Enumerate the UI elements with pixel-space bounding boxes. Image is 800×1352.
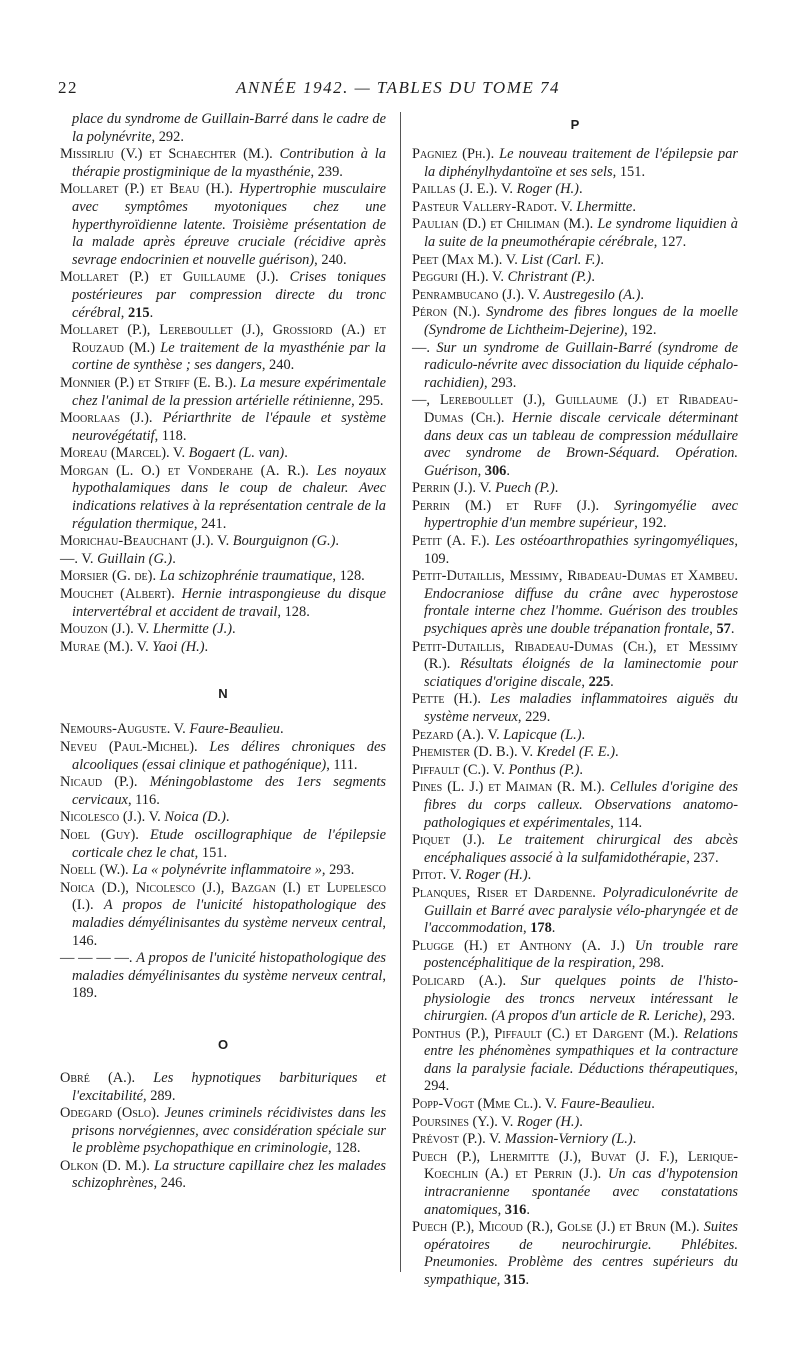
entry-author: Paulian (D.) et Chiliman (M.).	[412, 216, 594, 233]
entry-title: Le syndrome liquidien à la suite de la pneumothérapie cérébrale	[424, 216, 738, 250]
entry-page: 192	[631, 321, 653, 338]
entry-title: place du syndrome de Guillain-Barré dans le cadre de la polynévrite	[72, 111, 386, 145]
entry-separator: V.	[133, 621, 153, 638]
entry-author: Popp-Vogt (Mme Cl.).	[412, 1096, 542, 1113]
index-entry: Olkon (D. M.). La structure capillaire chez les malades schizophrènes, 246.	[60, 1157, 386, 1192]
index-entry: Popp-Vogt (Mme Cl.). V. Faure-Beaulieu.	[412, 1096, 655, 1113]
entry-title: Faure-Beaulieu	[189, 721, 280, 738]
index-entry: Mouzon (J.). V. Lhermitte (J.).	[60, 621, 236, 638]
entry-title: Etude oscillographique de l'épilepsie corticale chez le chat	[72, 826, 386, 861]
entry-author: Prévost (P.).	[412, 1131, 486, 1148]
entry-title: Les noyaux hypothalamiques dans le coup de chaleur. Avec indications relatives à la représentation centrale de la régulation thermique	[72, 462, 386, 532]
entry-page: 316	[504, 1201, 527, 1218]
entry-title: Endocraniose diffuse du crâne avec hyperostose frontale interne chez l'homme. Guérison des troubles psychiques après une double trépanation frontale	[424, 585, 738, 638]
entry-author: Missirliu (V.) et Schaechter (M.).	[60, 146, 273, 163]
entry-title: Crises toniques postérieures par compression directe du tronc cérébral	[72, 269, 386, 321]
entry-author: Olkon (D. M.).	[60, 1157, 150, 1174]
entry-author: Morgan (L. O.) et Vonderahe (A. R.).	[60, 462, 309, 479]
entry-title: Noica (D.)	[164, 809, 226, 826]
entry-page: 192	[641, 515, 664, 532]
entry-title: La schizophrénie traumatique	[159, 568, 333, 585]
entry-author: Pasteur Vallery-Radot.	[412, 198, 558, 215]
entry-separator: V.	[133, 638, 153, 655]
entry-title: Relations entre les phénomènes sympathiques et la contracture dans la paralysie faciale. Déductions thérapeutiques	[424, 1025, 738, 1077]
entry-page: 57	[716, 621, 731, 638]
index-entry: Odegard (Oslo). Jeunes criminels récidivistes dans les prisons norvégiennes, avec considération spéciale sur le problème psychopathique en criminologie, 128.	[60, 1105, 386, 1157]
entry-author: Nicolesco (J.).	[60, 809, 146, 826]
entry-author: Puech (P.), Lhermitte (J.), Buvat (J. F.), Lerique-Koechlin (A.) et Perrin (J.).	[412, 1148, 738, 1183]
index-entry: Paillas (J. E.). V. Roger (H.).	[412, 181, 583, 198]
entry-title: La structure capillaire chez les malades schizophrènes	[72, 1157, 386, 1192]
entry-title: Les hypnotiques barbituriques et l'excitabilité	[72, 1069, 386, 1104]
running-header	[58, 78, 738, 100]
index-entry: Planques, Riser et Dardenne. Polyradiculonévrite de Guillain et Barré avec paralysie vélo-pharyngée et de l'accommodation, 178.	[412, 884, 738, 937]
entry-author: Peet (Max M.).	[412, 251, 503, 268]
entry-separator: V.	[489, 761, 509, 778]
entry-title: Syndrome des fibres longues de la moelle (Syndrome de Lichtheim-Dejerine)	[424, 304, 738, 338]
index-entry: Monnier (P.) et Striff (E. B.). La mesure expérimentale chez l'animal de la pression artérielle rétinienne, 295.	[60, 374, 386, 409]
entry-page: 294	[424, 1078, 446, 1095]
entry-page: 118	[161, 427, 183, 444]
entry-title: Austregesilo (A.)	[543, 286, 641, 303]
entry-author: Mouchet (Albert).	[60, 586, 175, 603]
entry-separator	[506, 973, 520, 989]
entry-title: Christrant (P.)	[507, 269, 592, 286]
entry-title: Faure-Beaulieu	[560, 1096, 652, 1113]
entry-author: —.	[60, 550, 78, 567]
index-entry: Poursines (Y.). V. Roger (H.).	[412, 1113, 583, 1130]
index-entry: — — — —. A propos de l'unicité histopathologique des maladies démyélinisantes du système nerveux central, 189.	[60, 950, 386, 1002]
entry-author: Monnier (P.) et Striff (E. B.).	[60, 374, 237, 391]
entry-page: 292	[158, 128, 181, 145]
section-letter-p: P	[570, 117, 580, 132]
entry-page: 240	[321, 251, 343, 268]
entry-title: Les délires chroniques des alcooliques (essai clinique et pathogénique)	[72, 739, 386, 773]
entry-page: 293	[709, 1008, 732, 1025]
entry-author: Phemister (D. B.).	[412, 744, 518, 761]
entry-separator	[485, 832, 498, 848]
index-entry: Petit-Dutaillis, Ribadeau-Dumas (Ch.), et Messimy (R.). Résultats éloignés de la laminectomie pour sciatiques d'origine discale, 225.	[412, 638, 738, 690]
entry-title: Le traitement de la myasthénie par la cortine de synthèse ; ses dangers	[72, 339, 387, 374]
entry-author: — — — —.	[60, 950, 133, 967]
entry-author: Piquet (J.).	[412, 832, 486, 849]
index-entry: place du syndrome de Guillain-Barré dans le cadre de la polynévrite, 292.	[72, 111, 386, 145]
entry-author: Policard (A.).	[412, 972, 507, 989]
entry-title: Roger (H.)	[516, 181, 579, 198]
entry-separator: V.	[541, 1096, 561, 1113]
entry-title: Kredel (F. E.)	[536, 744, 615, 761]
index-entry: Mollaret (P.) et Guillaume (J.). Crises toniques postérieures par compression directe du tronc cérébral, 215.	[60, 269, 386, 321]
index-block-m	[60, 111, 386, 656]
entry-author: Petit-Dutaillis, Ribadeau-Dumas (Ch.), et Messimy (R.).	[412, 638, 738, 673]
entry-author: Planques, Riser et Dardenne.	[412, 884, 596, 901]
entry-page: 114	[617, 814, 639, 831]
entry-separator: V.	[557, 198, 577, 215]
index-entry: Petit-Dutaillis, Messimy, Ribadeau-Dumas et Xambeu. Endocraniose diffuse du crâne avec hyperostose frontale interne chez l'homme. Guérison des troubles psychiques après une double trépanation frontale, 57.	[412, 568, 738, 638]
entry-separator	[139, 827, 150, 843]
entry-author: Mollaret (P.) et Guillaume (J.).	[60, 269, 279, 286]
index-entry: Nemours-Auguste. V. Faure-Beaulieu.	[60, 721, 284, 738]
page-number: 22	[58, 78, 78, 97]
section-letter-o: O	[217, 1036, 229, 1052]
entry-separator: V.	[497, 181, 517, 198]
index-entry: —. Sur un syndrome de Guillain-Barré (syndrome de radiculo-névrite avec dissociation du liquide céphalo-rachidien), 293.	[412, 339, 738, 391]
entry-separator	[94, 897, 104, 913]
entry-author: Péron (N.).	[412, 304, 481, 321]
entry-separator	[309, 463, 317, 479]
entry-title: Roger (H.)	[516, 1113, 580, 1130]
index-entry: Mollaret (P.) et Beau (H.). Hypertrophie musculaire avec symptômes myotoniques chez une hyperthyroïdienne latente. Troisième présentation de la malade après épreuve cruciale (récidive après sevrage endocrinien et nouvelle guérison), 240.	[60, 181, 386, 268]
entry-separator	[273, 146, 280, 162]
entry-separator	[599, 498, 614, 514]
index-entry: Puech (P.), Lhermitte (J.), Buvat (J. F.), Lerique-Koechlin (A.) et Perrin (J.). Un cas d'hypotension intracranienne spontanée avec constatations anatomiques, 316.	[412, 1148, 738, 1218]
entry-page: 237	[693, 849, 715, 866]
entry-title: Puech (P.)	[495, 480, 555, 497]
entry-separator	[137, 774, 149, 790]
entry-title: Hernie discale cervicale déterminant dans deux cas un tableau de compression médullaire avec syndrome de Brown-Séquard. Opération. Guérison	[424, 409, 738, 479]
index-entry: Missirliu (V.) et Schaechter (M.). Contribution à la thérapie prostigminique de la myasthénie, 239.	[60, 146, 386, 180]
index-entry: Perrin (M.) et Ruff (J.). Syringomyélie avec hypertrophie d'un membre supérieur, 192.	[412, 497, 738, 532]
index-entry: Peet (Max M.). V. List (Carl. F.).	[412, 251, 604, 268]
entry-author: Mollaret (P.) et Beau (H.).	[60, 181, 233, 198]
entry-title: Un cas d'hypotension intracranienne spontanée avec constatations anatomiques	[424, 1166, 738, 1218]
entry-title: Méningoblastome des 1ers segments cervicaux	[72, 774, 387, 808]
index-entry: Piquet (J.). Le traitement chirurgical des abcès encéphaliques associé à la sulfamidothérapie, 237.	[412, 832, 738, 866]
index-block-o	[60, 1070, 386, 1193]
entry-author: Nemours-Auguste.	[60, 721, 171, 738]
entry-title: Bogaert (L. van)	[188, 445, 285, 462]
entry-title: Polyradiculonévrite de Guillain et Barré avec paralysie vélo-pharyngée et de l'accommodation	[424, 884, 738, 937]
entry-author: Noel (Guy).	[60, 826, 139, 843]
entry-separator	[505, 410, 513, 426]
entry-separator: V.	[169, 445, 189, 462]
index-entry: Pette (H.). Les maladies inflammatoires aiguës du système nerveux, 229.	[412, 691, 738, 725]
entry-title: Guillain (G.)	[97, 550, 173, 567]
entry-author: Murae (M.).	[60, 638, 134, 655]
index-entry: Mollaret (P.), Lereboullet (J.), Grossiord (A.) et Rouzaud (M.) Le traitement de la myasthénie par la cortine de synthèse ; ses dangers, 240.	[60, 322, 387, 374]
entry-page: 298	[638, 955, 661, 972]
index-entry: Petit (A. F.). Les ostéoarthropathies syringomyéliques, 109.	[412, 533, 738, 567]
entry-author: Neveu (Paul-Michel).	[60, 739, 198, 755]
entry-title: Sur un syndrome de Guillain-Barré (syndrome de radiculo-névrite avec dissociation du liquide céphalo-rachidien)	[424, 339, 738, 391]
entry-author: —, Lereboullet (J.), Guillaume (J.) et Ribadeau-Dumas (Ch.).	[412, 392, 738, 426]
entry-separator: V.	[485, 1131, 505, 1148]
entry-separator: V.	[213, 533, 233, 550]
index-entry: Pagniez (Ph.). Le nouveau traitement de l'épilepsie par la diphénylhydantoïne et ses sels, 151.	[412, 146, 738, 180]
entry-author: Puech (P.), Micoud (R.), Golse (J.) et Brun (M.).	[412, 1219, 700, 1236]
entry-author: Noica (D.), Nicolesco (J.), Bazgan (I.) et Lupelesco (I.).	[60, 879, 386, 914]
entry-separator: V.	[170, 721, 190, 738]
entry-page: 246	[160, 1175, 183, 1192]
entry-title: Yaoi (H.)	[152, 638, 205, 655]
entry-page: 289	[150, 1087, 172, 1104]
index-entry: Noica (D.), Nicolesco (J.), Bazgan (I.) et Lupelesco (I.). A propos de l'unicité histopathologique des maladies démyélinisantes du système nerveux central, 146.	[60, 879, 386, 949]
entry-author: Morichau-Beauchant (J.).	[60, 533, 214, 550]
entry-separator: V.	[517, 744, 537, 761]
entry-author: Petit-Dutaillis, Messimy, Ribadeau-Dumas et Xambeu.	[412, 568, 738, 585]
entry-title: La « polynévrite inflammatoire »	[132, 862, 322, 879]
entry-author: Noell (W.).	[60, 862, 129, 879]
index-entry: Obré (A.). Les hypnotiques barbituriques et l'excitabilité, 289.	[60, 1069, 386, 1104]
entry-separator	[175, 586, 182, 602]
index-entry: Ponthus (P.), Piffault (C.) et Dargent (M.). Relations entre les phénomènes sympathiques et la contracture dans la paralysie faciale. Déductions thérapeutiques, 294.	[412, 1025, 738, 1095]
entry-page: 240	[269, 357, 291, 374]
entry-title: La mesure expérimentale chez l'animal de la pression artérielle rétinienne	[72, 374, 386, 409]
entry-author: Penrambucano (J.).	[412, 286, 525, 303]
entry-author: Nicaud (P.).	[60, 774, 138, 791]
entry-separator: V.	[78, 550, 98, 567]
entry-page: 146	[72, 932, 94, 949]
entry-page: 295	[358, 392, 380, 409]
entry-title: Lhermitte (J.)	[152, 621, 232, 638]
entry-author: Morsier (G. de).	[60, 568, 157, 585]
entry-title: Hernie intraspongieuse du disque intervertébral et accident de travail	[72, 586, 386, 620]
entry-author: Pegguri (H.).	[412, 269, 489, 286]
entry-page: 189	[72, 985, 94, 1002]
index-block-p	[412, 146, 738, 1290]
entry-title: Roger (H.)	[465, 867, 528, 884]
index-entry: —. V. Guillain (G.).	[60, 550, 176, 567]
entry-separator: V.	[488, 269, 508, 286]
entry-separator	[481, 691, 490, 707]
entry-author: Pitot.	[412, 867, 447, 884]
index-entry: Plugge (H.) et Anthony (A. J.) Un trouble rare postencéphalitique de la respiration, 298.	[412, 937, 738, 972]
left-column	[60, 111, 386, 1193]
index-entry: Murae (M.). V. Yaoi (H.).	[60, 638, 209, 655]
index-entry: Morichau-Beauchant (J.). V. Bourguignon (G.).	[60, 533, 339, 550]
section-letter-n: N	[218, 686, 228, 702]
entry-separator: V.	[475, 480, 496, 497]
entry-title: Résultats éloignés de la laminectomie pour sciatiques d'origine discale	[424, 656, 738, 690]
entry-author: Odegard (Oslo).	[60, 1105, 160, 1122]
entry-author: Perrin (J.).	[412, 480, 476, 497]
entry-page: 178	[530, 920, 552, 937]
entry-separator	[198, 739, 210, 755]
entry-title: Massion-Verniory (L.)	[504, 1131, 633, 1148]
entry-separator	[279, 269, 290, 285]
index-entry: Phemister (D. B.). V. Kredel (F. E.).	[412, 744, 619, 761]
index-entry: Péron (N.). Syndrome des fibres longues de la moelle (Syndrome de Lichtheim-Dejerine), 192.	[412, 304, 738, 338]
index-entry: Morsier (G. de). La schizophrénie traumatique, 128.	[60, 568, 365, 585]
entry-title: Un trouble rare postencéphalitique de la respiration	[424, 937, 738, 972]
entry-title: Jeunes criminels récidivistes dans les prisons norvégiennes, avec considération spéciale sur le problème psychopathique en criminologie	[72, 1105, 386, 1157]
entry-author: Ponthus (P.), Piffault (C.) et Dargent (M.).	[412, 1025, 679, 1042]
index-entry: —, Lereboullet (J.), Guillaume (J.) et Ribadeau-Dumas (Ch.). Hernie discale cervicale déterminant dans deux cas un tableau de compression médullaire avec syndrome de Brown-Séquard. Opération. Guérison, 306.	[412, 392, 738, 479]
entry-author: Moorlaas (J.).	[60, 410, 153, 427]
entry-title: Lapicque (L.)	[503, 726, 582, 743]
entry-separator: V.	[502, 251, 522, 268]
entry-author: Perrin (M.) et Ruff (J.).	[412, 497, 600, 514]
index-entry: Noell (W.). La « polynévrite inflammatoire », 293.	[60, 862, 355, 879]
index-entry: Policard (A.). Sur quelques points de l'histo-physiologie des troncs nerveux intéressant le chirurgien. (A propos d'un article de R. Leriche), 293.	[412, 972, 738, 1025]
entry-title: A propos de l'unicité histopathologique des maladies démyélinisantes du système nerveux central	[72, 897, 386, 931]
entry-page: 151	[619, 163, 642, 180]
entry-separator: V.	[497, 1113, 517, 1130]
entry-separator	[601, 1166, 608, 1182]
index-entry: Pines (L. J.) et Maiman (R. M.). Cellules d'origine des fibres du corps calleux. Observations anatomo-pathologiques et expérimentales, 114.	[412, 779, 739, 831]
entry-page: 128	[284, 603, 307, 620]
index-entry: Morgan (L. O.) et Vonderahe (A. R.). Les noyaux hypothalamiques dans le coup de chaleur. Avec indications relatives à la représentation centrale de la régulation thermique, 241.	[60, 462, 386, 532]
entry-page: 293	[491, 374, 513, 391]
entry-author: Obré (A.).	[60, 1069, 136, 1086]
entry-separator	[153, 410, 163, 426]
entry-title: Contribution à la thérapie prostigminique de la myasthénie	[72, 146, 386, 180]
entry-author: Moreau (Marcel).	[60, 445, 170, 462]
index-entry: Prévost (P.). V. Massion-Verniory (L.).	[412, 1131, 637, 1148]
entry-page: 116	[135, 791, 157, 808]
index-entry: Mouchet (Albert). Hernie intraspongieuse du disque intervertébral et accident de travail, 128.	[60, 586, 386, 620]
entry-separator	[135, 1070, 153, 1086]
entry-page: 315	[503, 1272, 526, 1288]
index-entry: Pitot. V. Roger (H.).	[412, 867, 532, 884]
entry-title: Périarthrite de l'épaule et système neurovégétatif	[72, 410, 386, 444]
index-entry: Nicolesco (J.). V. Noica (D.).	[60, 809, 230, 826]
entry-page: 151	[201, 844, 224, 861]
entry-author: Pines (L. J.) et Maiman (R. M.).	[412, 779, 605, 796]
entry-title: Lhermitte	[576, 198, 633, 215]
entry-separator	[596, 885, 603, 901]
entry-author: Pezard (A.).	[412, 726, 485, 743]
entry-separator: V.	[484, 726, 504, 743]
index-entry: Nicaud (P.). Méningoblastome des 1ers segments cervicaux, 116.	[60, 774, 387, 808]
entry-page: 293	[329, 862, 351, 879]
entry-author: Mollaret (P.), Lereboullet (J.), Grossiord (A.) et Rouzaud (M.)	[60, 322, 386, 356]
index-entry: Pasteur Vallery-Radot. V. Lhermitte.	[412, 198, 636, 215]
entry-title: A propos de l'unicité histopathologique des maladies démyélinisantes du système nerveux central	[72, 950, 386, 984]
entry-author: Pette (H.).	[412, 691, 481, 708]
entry-title: Le traitement chirurgical des abcès encéphaliques associé à la sulfamidothérapie	[424, 832, 738, 866]
index-entry: Paulian (D.) et Chiliman (M.). Le syndrome liquidien à la suite de la pneumothérapie cérébrale, 127.	[412, 216, 738, 250]
entry-author: Piffault (C.).	[412, 761, 490, 778]
index-entry: Moorlaas (J.). Périarthrite de l'épaule et système neurovégétatif, 118.	[60, 410, 386, 444]
index-entry: Pegguri (H.). V. Christrant (P.).	[412, 269, 595, 286]
entry-author: Petit (A. F.).	[412, 533, 490, 550]
entry-title: List (Carl. F.)	[521, 251, 601, 268]
running-title: ANNÉE 1942. — TABLES DU TOME 74	[235, 78, 561, 97]
entry-page: 239	[317, 163, 340, 180]
entry-author: —.	[412, 339, 430, 356]
entry-page: 215	[127, 304, 150, 321]
index-entry: Puech (P.), Micoud (R.), Golse (J.) et Brun (M.). Suites opératoires de neurochirurgie. Phlébites. Pneumonies. Problème des centres supérieurs du sympathique, 315.	[412, 1219, 738, 1288]
entry-author: Poursines (Y.).	[412, 1113, 498, 1130]
entry-author: Mouzon (J.).	[60, 621, 134, 638]
entry-title: Les ostéoarthropathies syringomyéliques	[495, 533, 735, 550]
index-entry: Moreau (Marcel). V. Bogaert (L. van).	[60, 445, 288, 462]
entry-page: 225	[588, 673, 611, 690]
index-entry: Piffault (C.). V. Ponthus (P.).	[412, 761, 584, 778]
entry-title: Syringomyélie avec hypertrophie d'un membre supérieur	[424, 497, 738, 532]
entry-title: Bourguignon (G.)	[232, 533, 336, 550]
entry-page: 241	[201, 515, 223, 532]
index-entry: Perrin (J.). V. Puech (P.).	[412, 480, 559, 497]
right-column	[412, 111, 738, 1290]
entry-page: 111	[333, 756, 354, 773]
entry-separator	[450, 656, 460, 672]
entry-page: 306	[484, 462, 507, 479]
entry-separator	[625, 938, 635, 954]
entry-title: Suites opératoires de neurochirurgie. Phlébites. Pneumonies. Problème des centres supérieurs du sympathique	[424, 1219, 738, 1288]
entry-page: 109	[424, 550, 446, 567]
entry-title: Hypertrophie musculaire avec symptômes myotoniques chez une hyperthyroïdienne latente. Troisième présentation de la malade après épreuve cruciale (récidive après sevrage endocrinien et nouvelle guérison)	[72, 181, 386, 268]
entry-page: 128	[339, 568, 362, 585]
entry-separator: V.	[446, 867, 466, 884]
entry-page: 127	[661, 233, 683, 250]
entry-title: Sur quelques points de l'histo-physiologie des troncs nerveux intéressant le chirurgien. (A propos d'un article de R. Leriche)	[424, 972, 738, 1025]
entry-page: 229	[525, 709, 547, 725]
index-entry: Noel (Guy). Etude oscillographique de l'épilepsie corticale chez le chat, 151.	[60, 826, 386, 861]
entry-author: Plugge (H.) et Anthony (A. J.)	[412, 937, 625, 954]
entry-author: Paillas (J. E.).	[412, 181, 498, 198]
index-entry: Neveu (Paul-Michel). Les délires chroniques des alcooliques (essai clinique et pathogénique), 111.	[60, 739, 386, 773]
index-entry: Penrambucano (J.). V. Austregesilo (A.).	[412, 286, 644, 303]
column-divider	[400, 112, 401, 1272]
entry-title: Ponthus (P.)	[508, 761, 580, 778]
entry-author: Pagniez (Ph.).	[412, 146, 495, 162]
entry-title: Le nouveau traitement de l'épilepsie par la diphénylhydantoïne et ses sels	[424, 146, 738, 180]
entry-title: Cellules d'origine des fibres du corps calleux. Observations anatomo-pathologiques et expérimentales	[424, 779, 739, 831]
entry-page: 128	[335, 1140, 357, 1157]
index-entry: Pezard (A.). V. Lapicque (L.).	[412, 726, 586, 743]
entry-separator: V.	[145, 809, 165, 826]
entry-title: Les maladies inflammatoires aiguës du système nerveux	[424, 691, 738, 725]
entry-separator: V.	[524, 286, 544, 303]
index-block-n	[60, 721, 386, 1003]
